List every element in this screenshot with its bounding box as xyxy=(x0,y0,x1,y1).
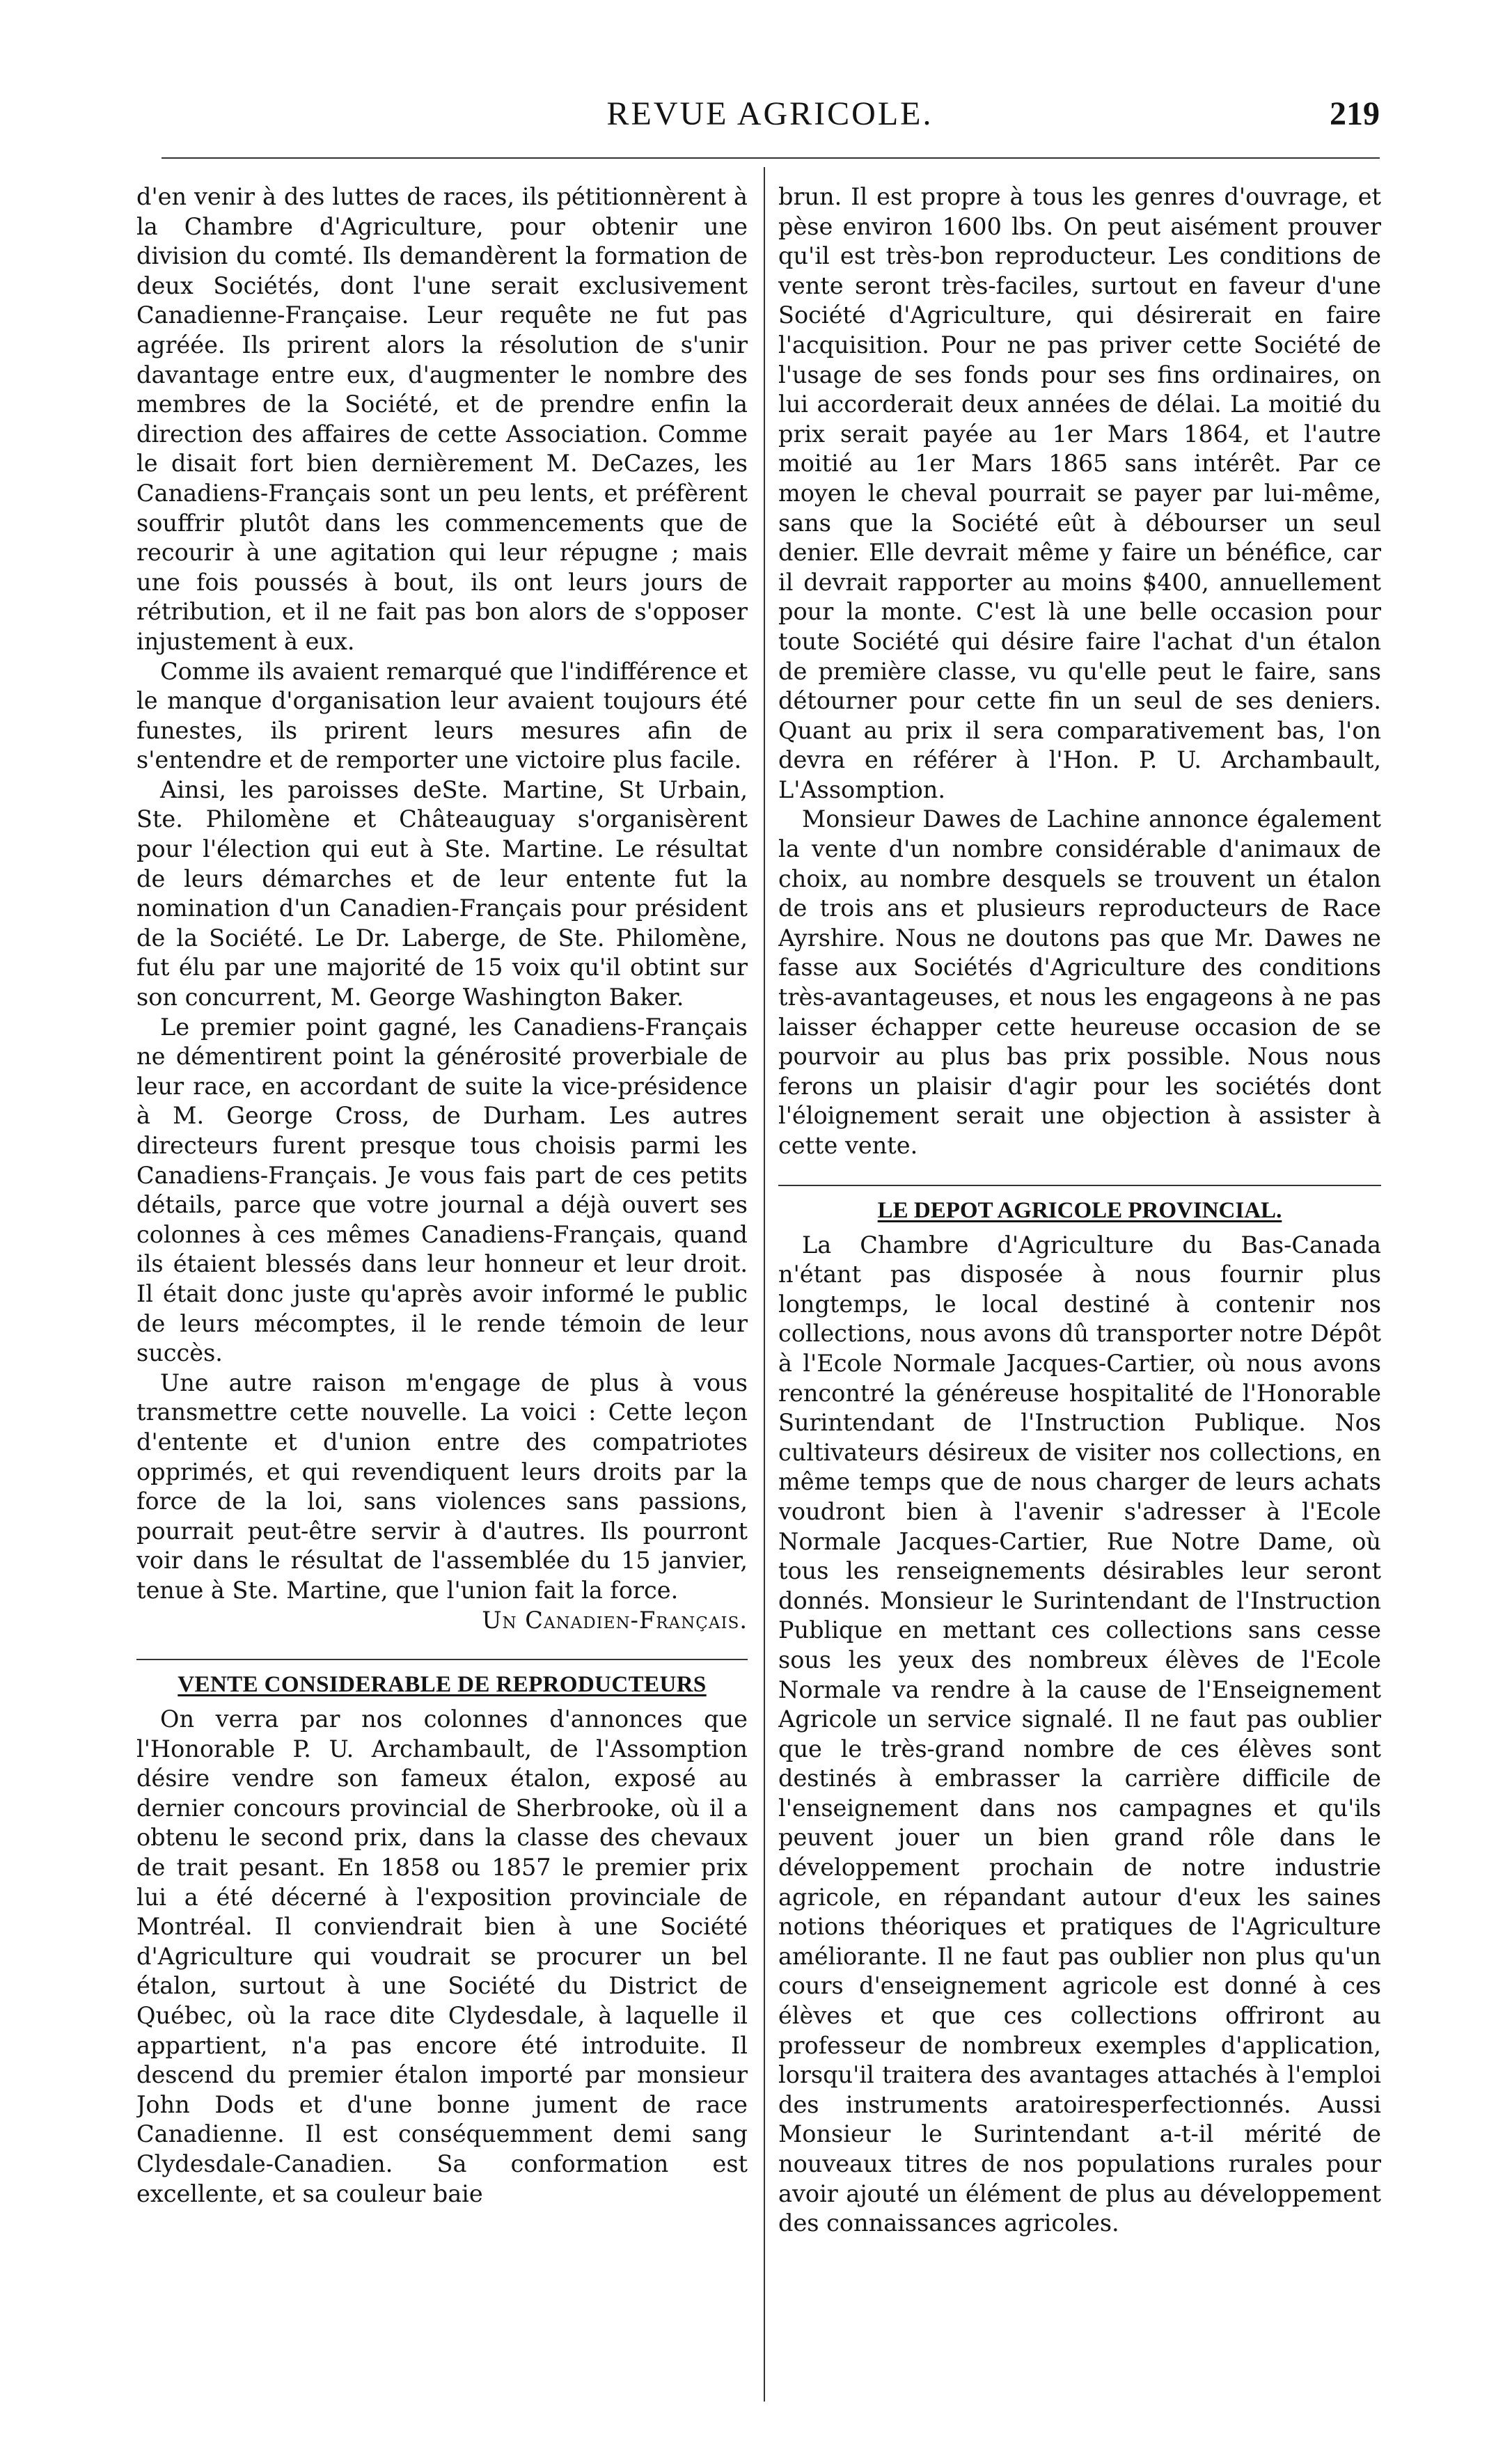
paragraph: Monsieur Dawes de Lachine annonce également la vente d'un nombre considérable d'animaux de choix, au nombre desquels se trouvent un étalon de trois ans et plusieurs reproducteurs de Race Ayrshire. Nous ne doutons pas que Mr. Dawes ne fasse aux Sociétés d'Agriculture des conditions très-avantageuses, et nous les engageons à ne pas laisser échapper cette heureuse occasion de se pourvoir au plus bas prix possible. Nous nous ferons un plaisir d'agir pour les sociétés dont l'éloignement serait une objection à assister à cette vente. xyxy=(778,805,1381,1159)
left-column xyxy=(136,182,748,2410)
paragraph: Une autre raison m'engage de plus à vous transmettre cette nouvelle. La voici : Cette leçon d'entente et d'union entre des compatriotes opprimés, et qui revendiquent leurs droits par la force de la loi, sans violences sans passions, pourrait peut-être servir à d'autres. Ils pourront voir dans le résultat de l'assemblée du 15 janvier, tenue à Ste. Martine, que l'union fait la force. xyxy=(136,1369,748,1604)
section-heading-vente: VENTE CONSIDERABLE DE REPRODUCTEURS xyxy=(136,1659,748,1699)
paragraph: Comme ils avaient remarqué que l'indifférence et le manque d'organisation leur avaient toujours été funestes, ils prirent leurs mesures afin de s'entendre et de remporter une victoire plus facile. xyxy=(136,657,748,774)
paragraph: brun. Il est propre à tous les genres d'ouvrage, et pèse environ 1600 lbs. On peut aisément prouver qu'il est très-bon reproducteur. Les conditions de vente seront très-faciles, surtout en faveur d'une Société d'Agriculture, qui désirerait en faire l'acquisition. Pour ne pas priver cette Société de l'usage de ses fonds pour ses fins ordinaires, on lui accorderait deux années de délai. La moitié du prix serait payée au 1er Mars 1864, et l'autre moitié au 1er Mars 1865 sans intérêt. Par ce moyen le cheval pourrait se payer par lui-même, sans que la Société eût à débourser un seul denier. Elle devrait même y faire un bénéfice, car il devrait rapporter au moins $400, annuellement pour la monte. C'est là une belle occasion pour toute Société qui désire faire l'achat d'un étalon de première classe, vu qu'elle peut le faire, sans détourner pour cette fin un seul de ses deniers. Quant au prix il sera comparativement bas, l'on devra en référer à l'Hon. P. U. Archambault, L'Assomption. xyxy=(778,183,1381,803)
paragraph: La Chambre d'Agriculture du Bas-Canada n'étant pas disposée à nous fournir plus longtemps, le local destiné à contenir nos collections, nous avons dû transporter notre Dépôt à l'Ecole Normale Jacques-Cartier, où nous avons rencontré la généreuse hospitalité de l'Honorable Surintendant de l'Instruction Publique. Nos cultivateurs désireux de visiter nos collections, en même temps que de nous charger de leurs achats voudront bien à l'avenir s'adresser à l'Ecole Normale Jacques-Cartier, Rue Notre Dame, où tous les renseignements désirables leur seront donnés. Monsieur le Surintendant de l'Instruction Publique en mettant ces collections sans cesse sous les yeux des nombreux élèves de l'Ecole Normale va rendre à la cause de l'Enseignement Agricole un service signalé. Il ne faut pas oublier que le très-grand nombre de ces élèves sont destinés à embrasser la carrière difficile de l'enseignement dans nos campagnes et qu'ils peuvent jouer un bien grand rôle dans le développement prochain de notre industrie agricole, en répandant autour d'eux les saines notions théoriques et pratiques de l'Agriculture améliorante. Il ne faut pas oublier non plus qu'un cours d'enseignement agricole est donné à ces élèves et que ces collections offriront au professeur de nombreux exemples d'application, lorsqu'il traitera des avantages attachés à l'emploi des instruments aratoiresperfectionnés. Aussi Monsieur le Surintendant a-t-il mérité de nouveaux titres de nos populations rurales pour avoir ajouté un élément de plus au développement des connaissances agricoles. xyxy=(778,1231,1381,2237)
running-title: REVUE AGRICOLE. xyxy=(606,95,934,132)
paragraph: Le premier point gagné, les Canadiens-Français ne démentirent point la générosité proverbiale de leur race, en accordant de suite la vice-présidence à M. George Cross, de Durham. Les autres directeurs furent presque tous choisis parmi les Canadiens-Français. Je vous fais part de ces petits détails, parce que votre journal a déjà ouvert ses colonnes à ces mêmes Canadiens-Français, quand ils étaient blessés dans leur honneur et leur droit. Il était donc juste qu'après avoir informé le public de leurs mécomptes, il le rende témoin de leur succès. xyxy=(136,1013,748,1367)
section-heading-depot: LE DEPOT AGRICOLE PROVINCIAL. xyxy=(778,1185,1381,1225)
paragraph: Ainsi, les paroisses deSte. Martine, St Urbain, Ste. Philomène et Châteauguay s'organisèrent pour l'élection qui eut à Ste. Martine. Le résultat de leurs démarches et de leur entente fut la nomination d'un Canadien-Français pour président de la Société. Le Dr. Laberge, de Ste. Philomène, fut élu par une majorité de 15 voix qu'il obtint sur son concurrent, M. George Washington Baker. xyxy=(136,775,748,1011)
paragraph: d'en venir à des luttes de races, ils pétitionnèrent à la Chambre d'Agriculture, pour obtenir une division du comté. Ils demandèrent la formation de deux Sociétés, dont l'une serait exclusivement Canadienne-Française. Leur requête ne fut pas agréée. Ils prirent alors la résolution de s'unir davantage entre eux, d'augmenter le nombre des membres de la Société, et de prendre enfin la direction des affaires de cette Association. Comme le disait fort bien dernièrement M. DeCazes, les Canadiens-Français sont un peu lents, et préfèrent souffrir plutôt dans les commencements que de recourir à une agitation qui leur répugne ; mais une fois poussés à bout, ils ont leurs jours de rétribution, et il ne fait pas bon alors de s'opposer injustement à eux. xyxy=(136,183,748,655)
header-rule xyxy=(162,157,1380,159)
right-column xyxy=(778,182,1381,2410)
page-number: 219 xyxy=(1330,95,1380,132)
column-divider xyxy=(764,167,765,2402)
paragraph: On verra par nos colonnes d'annonces que l'Honorable P. U. Archambault, de l'Assomption désire vendre son fameux étalon, exposé au dernier concours provincial de Sherbrooke, où il a obtenu le second prix, dans la classe des chevaux de trait pesant. En 1858 ou 1857 le premier prix lui a été décerné à l'exposition provinciale de Montréal. Il conviendrait bien à une Société d'Agriculture qui voudrait se procurer un bel étalon, surtout à une Société du District de Québec, où la race dite Clydesdale, à laquelle il appartient, n'a pas encore été introduite. Il descend du premier étalon importé par monsieur John Dods et d'une bonne jument de race Canadienne. Il est conséquemment demi sang Clydesdale-Canadien. Sa conformation est excellente, et sa couleur baie xyxy=(136,1705,748,2207)
letter-signature: Un Canadien-Français. xyxy=(482,1606,748,1634)
running-head xyxy=(160,95,1380,143)
